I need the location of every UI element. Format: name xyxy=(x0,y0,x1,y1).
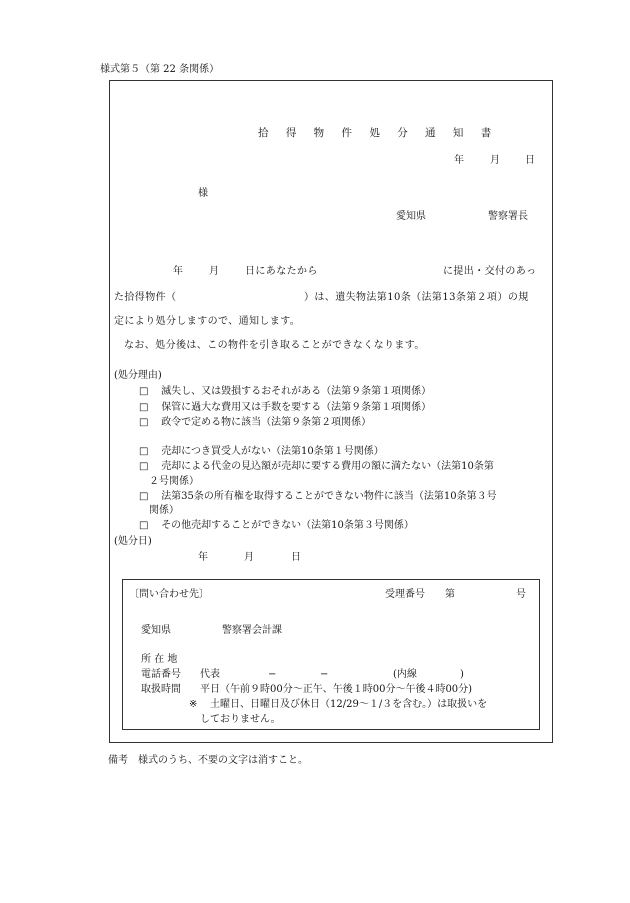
note-line-1: 土曜日、日曜日及び休日（12/29～１/３を含む。）は取扱いを xyxy=(210,699,488,710)
reason-text-continued: 関係） xyxy=(149,505,179,516)
pickup-day-from: 日にあなたから xyxy=(245,266,318,277)
reason-item xyxy=(139,490,497,503)
checkbox-icon[interactable]: □ xyxy=(139,402,149,413)
receipt-number-label: 受理番号 xyxy=(385,589,425,600)
reason-text: 政令で定める物に該当（法第９条第２項関係） xyxy=(161,417,372,428)
reason-item xyxy=(139,401,431,414)
reason-text: 保管に過大な費用又は手数を要する（法第９条第１項関係） xyxy=(161,402,432,413)
footer-remark: 備考 様式のうち、不要の文字は消すこと。 xyxy=(108,755,308,766)
receipt-go: 号 xyxy=(516,589,526,600)
note-line-2: しておりません。 xyxy=(200,714,281,725)
contact-prefecture: 愛知県 xyxy=(141,625,171,636)
checkbox-icon[interactable]: □ xyxy=(139,461,149,472)
checkbox-icon[interactable]: □ xyxy=(139,446,149,457)
date-month: 月 xyxy=(490,155,500,166)
contact-heading: 〔問い合わせ先〕 xyxy=(129,589,209,600)
reclaim-warning: なお、処分後は、この物件を引き取ることができなくなります。 xyxy=(124,340,425,351)
addressee-suffix: 様 xyxy=(198,188,208,199)
reason-item xyxy=(139,519,414,532)
reasons-heading: (処分理由) xyxy=(114,370,162,381)
submitted-to: に提出・交付のあっ xyxy=(443,266,537,277)
phone-dash-1: − xyxy=(268,669,277,680)
date-day: 日 xyxy=(525,155,535,166)
reason-text-continued: ２号関係） xyxy=(149,476,199,487)
disposal-day: 日 xyxy=(291,552,301,563)
reason-text: 売却による代金の見込額が売却に要する費用の額に満たない（法第10条第 xyxy=(161,461,494,472)
checkbox-icon[interactable]: □ xyxy=(139,491,149,502)
reason-text: 滅失し、又は毀損するおそれがある（法第９条第１項関係） xyxy=(161,386,432,397)
date-year: 年 xyxy=(454,155,464,166)
extension-close: ) xyxy=(460,669,464,680)
receipt-dai: 第 xyxy=(445,589,455,600)
contact-department: 警察署会計課 xyxy=(222,625,282,636)
reason-text: 法第35条の所有権を取得することができない物件に該当（法第10条第３号 xyxy=(161,491,497,502)
hours-value: 平日（午前９時00分～正午、午後１時00分～午後４時00分) xyxy=(200,684,473,695)
pickup-month: 月 xyxy=(209,266,219,277)
note-mark: ※ xyxy=(189,699,198,710)
item-description-open: た拾得物件（ xyxy=(114,292,177,303)
pickup-year: 年 xyxy=(173,266,183,277)
address-label: 所 在 地 xyxy=(141,654,178,665)
notification-sentence: 定により処分しますので、通知します。 xyxy=(114,316,301,327)
legal-basis: ）は、遺失物法第10条（法第13条第２項）の規 xyxy=(304,292,529,303)
document-title: 拾 得 物 件 処 分 通 知 書 xyxy=(258,127,499,139)
disposal-year: 年 xyxy=(198,552,208,563)
reason-text: 売却につき買受人がない（法第10条第１号関係） xyxy=(161,446,384,457)
checkbox-icon[interactable]: □ xyxy=(139,386,149,397)
reason-item xyxy=(139,385,431,398)
checkbox-icon[interactable]: □ xyxy=(139,417,149,428)
phone-label: 電話番号 xyxy=(141,669,181,680)
issuer-prefecture: 愛知県 xyxy=(396,211,426,222)
hours-label: 取扱時間 xyxy=(141,684,181,695)
phone-main: 代表 xyxy=(200,669,220,680)
phone-dash-2: − xyxy=(320,669,329,680)
form-number-label: 様式第５（第 22 条関係） xyxy=(100,64,220,75)
extension-open: (内線 xyxy=(393,669,417,680)
disposal-date-heading: (処分日) xyxy=(114,536,152,547)
checkbox-icon[interactable]: □ xyxy=(139,520,149,531)
reason-item xyxy=(139,460,494,473)
reason-text: その他売却することができない（法第10条第３号関係） xyxy=(161,520,414,531)
disposal-month: 月 xyxy=(244,552,254,563)
reason-item xyxy=(139,445,384,458)
reason-item xyxy=(139,416,371,429)
issuer-office: 警察署長 xyxy=(488,211,528,222)
